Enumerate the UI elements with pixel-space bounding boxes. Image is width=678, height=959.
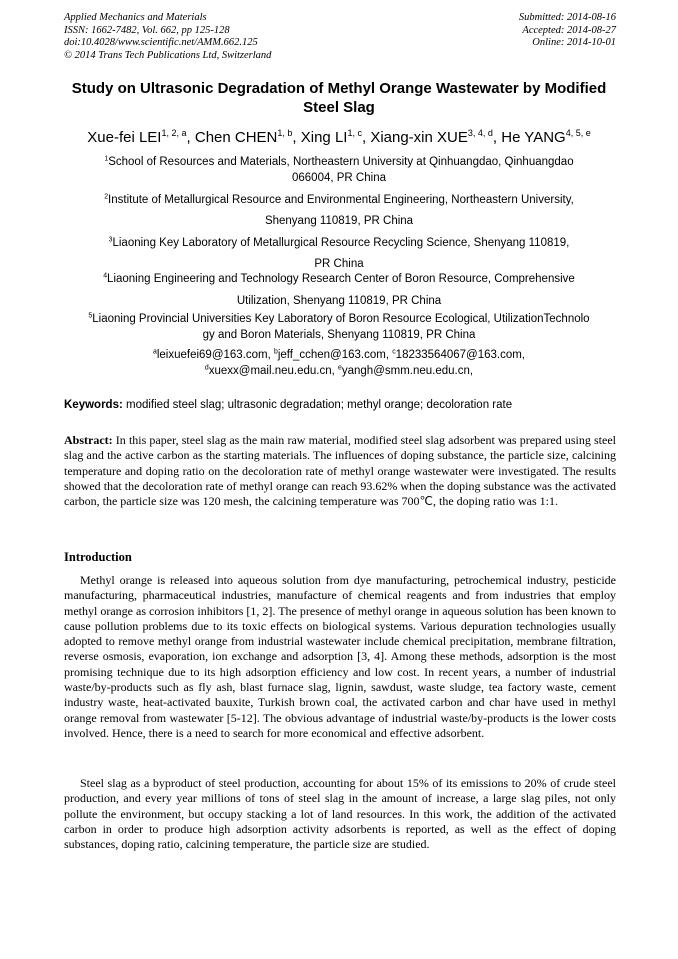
author-affiliation-marker: 4, 5, e (565, 128, 591, 139)
author-emails (58, 347, 620, 379)
author-affiliation-marker: 1, 2, a (161, 128, 187, 139)
affiliation-text: Utilization, Shenyang 110819, PR China (236, 295, 442, 307)
affiliation-number: 2 (104, 193, 109, 201)
email-marker: c (392, 348, 396, 356)
online-date: Online: 2014-10-01 (532, 37, 616, 48)
author-name: He YANG (501, 129, 566, 146)
journal-issn: ISSN: 1662-7482, Vol. 662, pp 125-128 (64, 24, 230, 36)
email-address: xuexx@mail.neu.edu.cn, (208, 365, 339, 377)
author-affiliation-marker: 1, b (277, 128, 293, 139)
email-marker: d (204, 364, 209, 372)
abstract-label: Abstract: (64, 433, 113, 447)
affiliation-text: Liaoning Provincial Universities Key Laboratory of Boron Resource Ecological, UtilizationTechnolo (92, 313, 590, 325)
affiliation-text: Institute of Metallurgical Resource and Environmental Engineering, Northeastern University, (108, 194, 574, 206)
affiliation-text: PR China (314, 258, 364, 270)
author-list (30, 128, 648, 148)
affiliation-number: 4 (103, 272, 108, 280)
keywords (64, 398, 616, 413)
affiliation-number: 1 (104, 155, 109, 163)
author-separator: , (292, 129, 301, 146)
section-heading-introduction: Introduction (64, 550, 132, 564)
affiliation-1 (58, 154, 620, 186)
journal-info (64, 12, 271, 62)
author-name: Chen CHEN (194, 129, 278, 146)
affiliation-text: School of Resources and Materials, Northeastern University at Qinhuangdao, Qinhuangdao (108, 156, 574, 168)
intro-paragraph-2: Steel slag as a byproduct of steel production, accounting for about 15% of its emissions to 20% of crude steel production, and every year millions of tons of steel slag in the amount of increase, a large slag piles, not only pollute the environment, but occupy stacking a lot of land resources. In this work, the addition of the activated carbon in order to produce high adsorption activity adsorbents is reported, as well as the effect of doping substances, doping ratio, calcining temperature, the particle size are studied. (64, 776, 616, 852)
author-affiliation-marker: 1, c (347, 128, 362, 139)
affiliation-text: Shenyang 110819, PR China (264, 215, 414, 227)
author-affiliation-marker: 3, 4, d (467, 128, 493, 139)
paper-title: Study on Ultrasonic Degradation of Methyl Orange Wastewater by Modified Steel Slag (71, 80, 607, 116)
affiliation-number: 5 (88, 312, 93, 320)
email-marker: b (273, 348, 278, 356)
abstract-text: In this paper, steel slag as the main raw material, modified steel slag adsorbent was prepared using steel slag and the active carbon as the starting materials. The influences of doping substance, the particle size, calcining temperature and doping ratio on the decoloration rate of methyl orange wastewater were investigated. The results showed that the decoloration rate of methyl orange can reach 93.62% when the doping substance was the activated carbon, the particle size was 120 mesh, the calcining temperature was 700℃, the doping ratio was 1:1. (64, 433, 616, 509)
affiliation-text: Liaoning Engineering and Technology Research Center of Boron Resource, Comprehensive (107, 273, 575, 285)
email-address: jeff_cchen@163.com, (277, 349, 393, 361)
author-separator: , (492, 129, 502, 146)
abstract (64, 433, 616, 509)
journal-doi: doi:10.4028/www.scientific.net/AMM.662.125 (64, 37, 258, 48)
email-marker: e (338, 364, 342, 372)
keywords-label: Keywords: (64, 399, 123, 411)
author-separator: , (186, 129, 195, 146)
email-address: 18233564067@163.com, (395, 349, 526, 361)
affiliation-4 (58, 268, 620, 312)
intro-paragraph-1: Methyl orange is released into aqueous solution from dye manufacturing, petrochemical industry, pesticide manufacturing, pharmaceutical industries, manufacture of chemical reagents and from industries that employ methyl orange as corrosion inhibitors [1, 2]. The presence of methyl orange in aqueous solution has been known to cause pollution problems due to its toxic effects on biological systems. Various depuration technologies usually adopted to remove methyl orange from industrial wastewater include chemical precipitation, membrane filtration, reverse osmosis, evaporation, ion exchange and adsorption [3, 4]. Among these methods, adsorption is the most promising technique due to its high adsorption efficiency and low cost. In recent years, a number of industrial waste/by-products such as fly ash, blast furnace slag, lignin, sawdust, waste sludge, tea factory waste, cement industry waste, heat-activated bauxite, Turkish brown coal, the activated carbon and char have used in methyl orange removal from wastewater [5-12]. The obvious advantage of industrial waste/by-products is the lower costs involved. Hence, there is a need to search for more economical and effective adsorbent. (64, 573, 616, 740)
submitted-date: Submitted: 2014-08-16 (518, 12, 616, 23)
email-marker: a (152, 348, 157, 356)
affiliation-number: 3 (108, 236, 113, 244)
email-address: leixuefei69@163.com, (156, 349, 274, 361)
affiliation-text: Liaoning Key Laboratory of Metallurgical Resource Recycling Science, Shenyang 110819, (112, 237, 570, 249)
journal-copyright: © 2014 Trans Tech Publications Ltd, Switzerland (64, 49, 272, 61)
accepted-date: Accepted: 2014-08-27 (522, 24, 616, 36)
affiliation-text: gy and Boron Materials, Shenyang 110819, PR China (202, 329, 476, 341)
affiliation-2 (58, 190, 620, 232)
author-separator: , (361, 129, 371, 146)
author-name: Xue-fei LEI (87, 129, 162, 146)
email-address: yangh@smm.neu.edu.cn, (341, 365, 474, 377)
author-name: Xing LI (300, 129, 348, 146)
affiliation-5 (58, 311, 620, 343)
author-name: Xiang-xin XUE (370, 129, 468, 146)
affiliation-text: 066004, PR China (292, 172, 386, 184)
publication-dates (519, 12, 616, 50)
journal-name: Applied Mechanics and Materials (64, 12, 207, 23)
keywords-text: modified steel slag; ultrasonic degradation; methyl orange; decoloration rate (122, 399, 513, 411)
